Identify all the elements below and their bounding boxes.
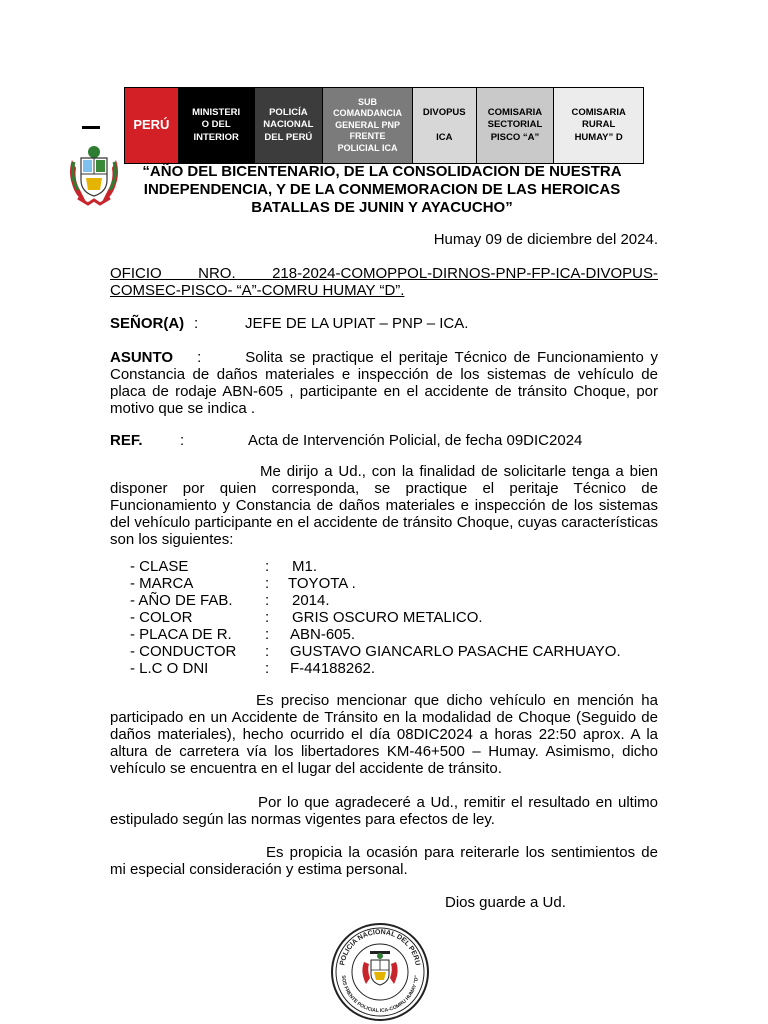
list-item-value: M1. bbox=[292, 558, 318, 575]
list-item-key: - CONDUCTOR bbox=[130, 643, 237, 660]
document-date: Humay 09 de diciembre del 2024. bbox=[433, 231, 658, 248]
addressee-label: SEÑOR(A) bbox=[110, 315, 185, 332]
list-item-colon: : bbox=[265, 609, 270, 626]
addressee-value: JEFE DE LA UPIAT – PNP – ICA. bbox=[245, 315, 469, 332]
list-item-value: 2014. bbox=[292, 592, 330, 609]
seal-inner-text: SOS FRENTE POLICIAL ICA-COMRU HUMAY "D" bbox=[339, 975, 420, 1015]
reference-value: Acta de Intervención Policial, de fecha 09DIC2024 bbox=[248, 432, 583, 449]
subject-label: ASUNTO bbox=[110, 349, 174, 366]
list-item-key: - PLACA DE R. bbox=[130, 626, 232, 643]
body-paragraph-2: Es preciso mencionar que dicho vehículo en mención ha participado en un Accidente de Tránsito en la modalidad de Choque (Seguido de daños materiales), hecho ocurrido el día 08DIC2024 a horas 22:50 aprox. A la altura de carretera vía los libertadores KM-46+500 – Humay. Asimismo, dicho vehículo se encuentra en el lugar del accidente de tránsito. bbox=[110, 692, 658, 777]
list-item-key: - CLASE bbox=[130, 558, 189, 575]
oficio-number bbox=[110, 265, 658, 299]
institutional-header-band bbox=[124, 87, 644, 164]
closing-salutation: Dios guarde a Ud. bbox=[445, 894, 566, 911]
year-title: “AÑO DEL BICENTENARIO, DE LA CONSOLIDACION DE NUESTRA INDEPENDENCIA, Y DE LA CONMEMORACION DE LAS HEROICAS BATALLAS DE JUNIN Y AYACUCHO” bbox=[142, 163, 622, 216]
list-item-key: - COLOR bbox=[130, 609, 193, 626]
list-item-key: - MARCA bbox=[130, 575, 194, 592]
oficio-line-1: OFICIO NRO. 218-2024-COMOPPOL-DIRNOS-PNP-FP-ICA-DIVOPUS- bbox=[110, 265, 658, 282]
list-item-key: - AÑO DE FAB. bbox=[130, 592, 233, 609]
header-policia: POLICÍA NACIONAL DEL PERÚ bbox=[255, 88, 324, 163]
header-comisaria-sectorial: COMISARIA SECTORIAL PISCO “A” bbox=[477, 88, 555, 163]
list-item-colon: : bbox=[265, 643, 270, 660]
subject-block bbox=[110, 349, 658, 417]
coat-of-arms-icon bbox=[66, 142, 122, 208]
list-item-value: GUSTAVO GIANCARLO PASACHE CARHUAYO. bbox=[290, 643, 621, 660]
list-item-value: ABN-605. bbox=[290, 626, 356, 643]
list-item-value: TOYOTA . bbox=[288, 575, 356, 592]
header-ministerio: MINISTERI O DEL INTERIOR bbox=[179, 88, 255, 163]
addressee-colon: : bbox=[194, 315, 199, 332]
reference-colon: : bbox=[180, 432, 185, 449]
reference-label: REF. bbox=[110, 432, 143, 449]
body-paragraph-1: Me dirijo a Ud., con la finalidad de solicitarle tenga a bien disponer por quien corresponda, se practique el peritaje Técnico de Funcionamiento y Constancia de daños materiales e inspección de los sistemas del vehículo participante en el accidente de tránsito Choque, cuyas características son los siguientes: bbox=[110, 463, 658, 548]
list-item-colon: : bbox=[265, 558, 270, 575]
header-divopus: DIVOPUS ICA bbox=[413, 88, 477, 163]
list-item-value: GRIS OSCURO METALICO. bbox=[292, 609, 483, 626]
header-comisaria-rural: COMISARIA RURAL HUMAY” D bbox=[554, 88, 643, 163]
header-peru: PERÚ bbox=[125, 88, 179, 163]
subject-value: Solita se practique el peritaje Técnico de Funcionamiento y Constancia de daños materiales e inspección de los sistemas de vehículo de placa de rodaje ABN-605 , participante en el accidente de tránsito Choque, por motivo que se indica . bbox=[110, 349, 658, 417]
list-item-value: F-44188262. bbox=[290, 660, 376, 677]
list-item-colon: : bbox=[265, 626, 270, 643]
header-dash bbox=[82, 126, 100, 129]
body-paragraph-3: Por lo que agradeceré a Ud., remitir el resultado en ultimo estipulado según las normas vigentes para efectos de ley. bbox=[110, 794, 658, 828]
oficio-line-2: COMSEC-PISCO- “A”-COMRU HUMAY “D”. bbox=[110, 282, 405, 299]
body-paragraph-4: Es propicia la ocasión para reiterarle los sentimientos de mi especial consideración y estima personal. bbox=[110, 844, 658, 878]
list-item-key: - L.C O DNI bbox=[130, 660, 209, 677]
list-item-colon: : bbox=[265, 660, 270, 677]
header-subcomandancia: SUB COMANDANCIA GENERAL PNP FRENTE POLICIAL ICA bbox=[323, 88, 413, 163]
seal-outer-text: POLICIA NACIONAL DEL PERU bbox=[339, 928, 421, 967]
police-seal-stamp bbox=[330, 912, 430, 1024]
list-item-colon: : bbox=[265, 575, 270, 592]
subject-colon: : bbox=[197, 349, 202, 366]
list-item-colon: : bbox=[265, 592, 270, 609]
